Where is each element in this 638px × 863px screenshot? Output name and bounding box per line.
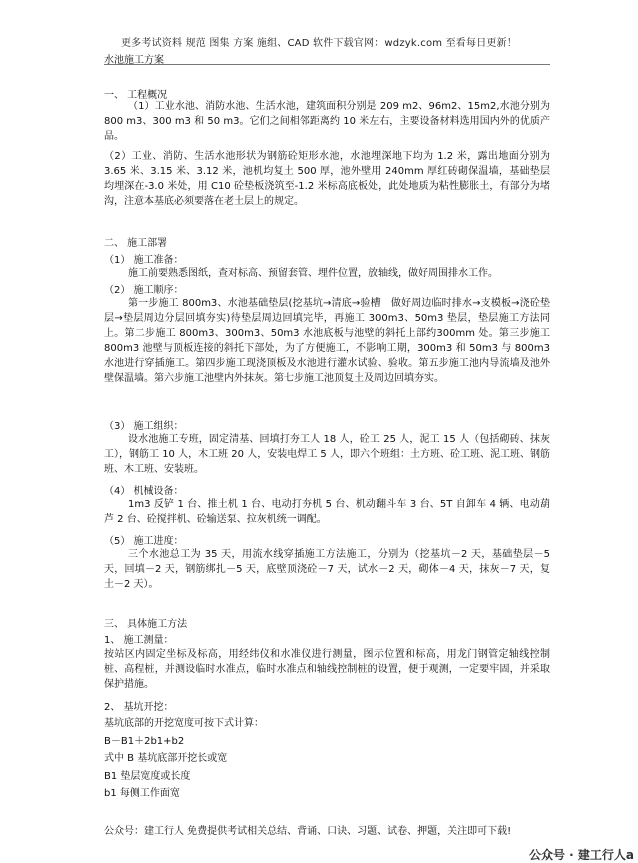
header-divider — [104, 64, 550, 65]
section-2-sub-5: （5） 施工进度： — [104, 536, 184, 547]
formula-def-bw: b1 每侧工作面宽 — [104, 788, 180, 799]
section-1-para-1: （1）工业水池、消防水池、生活水池，建筑面积分别是 209 m2、96m2、15m2,水池分别为 800 m3、300 m3 和 50 m3。它们之间相邻距离约 10 米左右，主要设备材料选用国内外的优质产品。 — [104, 101, 550, 142]
section-3-sub-1-text: 按站区内固定坐标及标高，用经纬仪和水准仪进行测量，图示位置和标高，用龙门钢管定轴线控制桩、高程桩，并测设临时水准点，临时水准点和轴线控制桩的设置，便于观测，一定要牢固，并采取保护措施。 — [104, 649, 550, 690]
formula-intro: 基坑底部的开挖宽度可按下式计算： — [104, 718, 264, 729]
section-2-heading: 二、 施工部署 — [104, 238, 168, 249]
section-1-para-2: （2）工业、消防、生活水池形状为钢筋砼矩形水池，水池埋深地下均为 1.2 米，露出地面分别为 3.65 米、3.15 米、3.12 米，池机均复土 500 厚，池外壁用 240mm 厚红砖砌保温墙，基础垫层均埋深在-3.0 米处，用 C10 砼垫板浇筑至-1.2 米标高底板处，此处地质为粘性膨胀土，有部分为堵沟，注意本基底必须要落在老土层上的规定。 — [104, 151, 550, 207]
section-2-sub-1: （1） 施工准备： — [104, 255, 184, 266]
section-2-sub-3: （3） 施工组织： — [104, 421, 184, 432]
section-2-sub-4: （4） 机械设备： — [104, 486, 184, 497]
section-2-sub-5-text: 三个水池总工为 35 天，用流水线穿插施工方法施工，分别为（挖基坑－2 天，基础垫层－5 天，回填－2 天，钢筋绑扎－5 天，底壁顶浇砼－7 天，试水－2 天，砌体－4 天，抹灰－7 天，复土－2 天）。 — [104, 549, 550, 590]
formula-def-b1: B1 垫层宽度或长度 — [104, 771, 191, 782]
section-2-sub-2-text: 第一步施工 800m3、水池基础垫层(挖基坑→清底→验槽 做好周边临时排水→支模板→浇砼垫层→垫层周边分层回填夯实)待垫层周边回填完毕，再施工 300m3、50m3 垫层，垫层施工方法同上。第二步施工 800m3、300m3、50m3 水池底板与池壁的斜托上部约300mm 处。第三步施工 800m3 池壁与顶板连接的斜托下部处，为了方便施工，不影响工期，300m3 和 50m3 与 800m3 水池进行穿插施工。第四步施工现浇顶板及水池进行灌水试验、验收。第五步施工池内导流墙及池外壁保温墙。第六步施工池壁内外抹灰。第七步施工池顶复土及周边回填夯实。 — [104, 298, 550, 384]
document-title: 水池施工方案 — [104, 55, 164, 66]
site-header-banner: 更多考试资料 规范 图集 方案 施组、CAD 软件下载官网：wdzyk.com 至看每日更新！ — [120, 38, 517, 49]
section-3-sub-2: 2、 基坑开挖： — [104, 702, 174, 713]
section-1-heading: 一、 工程概况 — [104, 90, 168, 101]
formula: B－B1＋2b1+b2 — [104, 736, 185, 747]
section-3-heading: 三、 具体施工方法 — [104, 619, 188, 630]
section-2-sub-2: （2） 施工顺序： — [104, 285, 184, 296]
section-3-sub-1: 1、 施工测量： — [104, 635, 174, 646]
section-2-sub-3-text: 设水池施工专班，固定清基、回填打夯工人 18 人，砼工 25 人，泥工 15 人（包括砌砖、抹灰工），钢筋工 10 人，木工班 20 人，安装电焊工 5 人，即六个班组：土方班、砼工班、泥工班、钢筋班、木工班、安装班。 — [104, 434, 550, 475]
watermark: 公众号 · 建工行人a — [528, 848, 634, 862]
footer-notice: 公众号：建工行人 免费提供考试相关总结、背诵、口诀、习题、试卷、押题，关注即可下载! — [104, 826, 512, 837]
formula-def-b: 式中 B 基坑底部开挖长或宽 — [104, 753, 228, 764]
section-2-sub-4-text: 1m3 反铲 1 台、推土机 1 台、电动打夯机 5 台、机动翻斗车 3 台、5T 自卸车 4 辆、电动葫芦 2 台、砼搅拌机、砼输送泵、拉灰机统一调配。 — [104, 499, 550, 525]
section-2-sub-1-text: 施工前要熟悉图纸，查对标高、预留套管、埋件位置，放轴线，做好周围排水工作。 — [128, 268, 498, 279]
